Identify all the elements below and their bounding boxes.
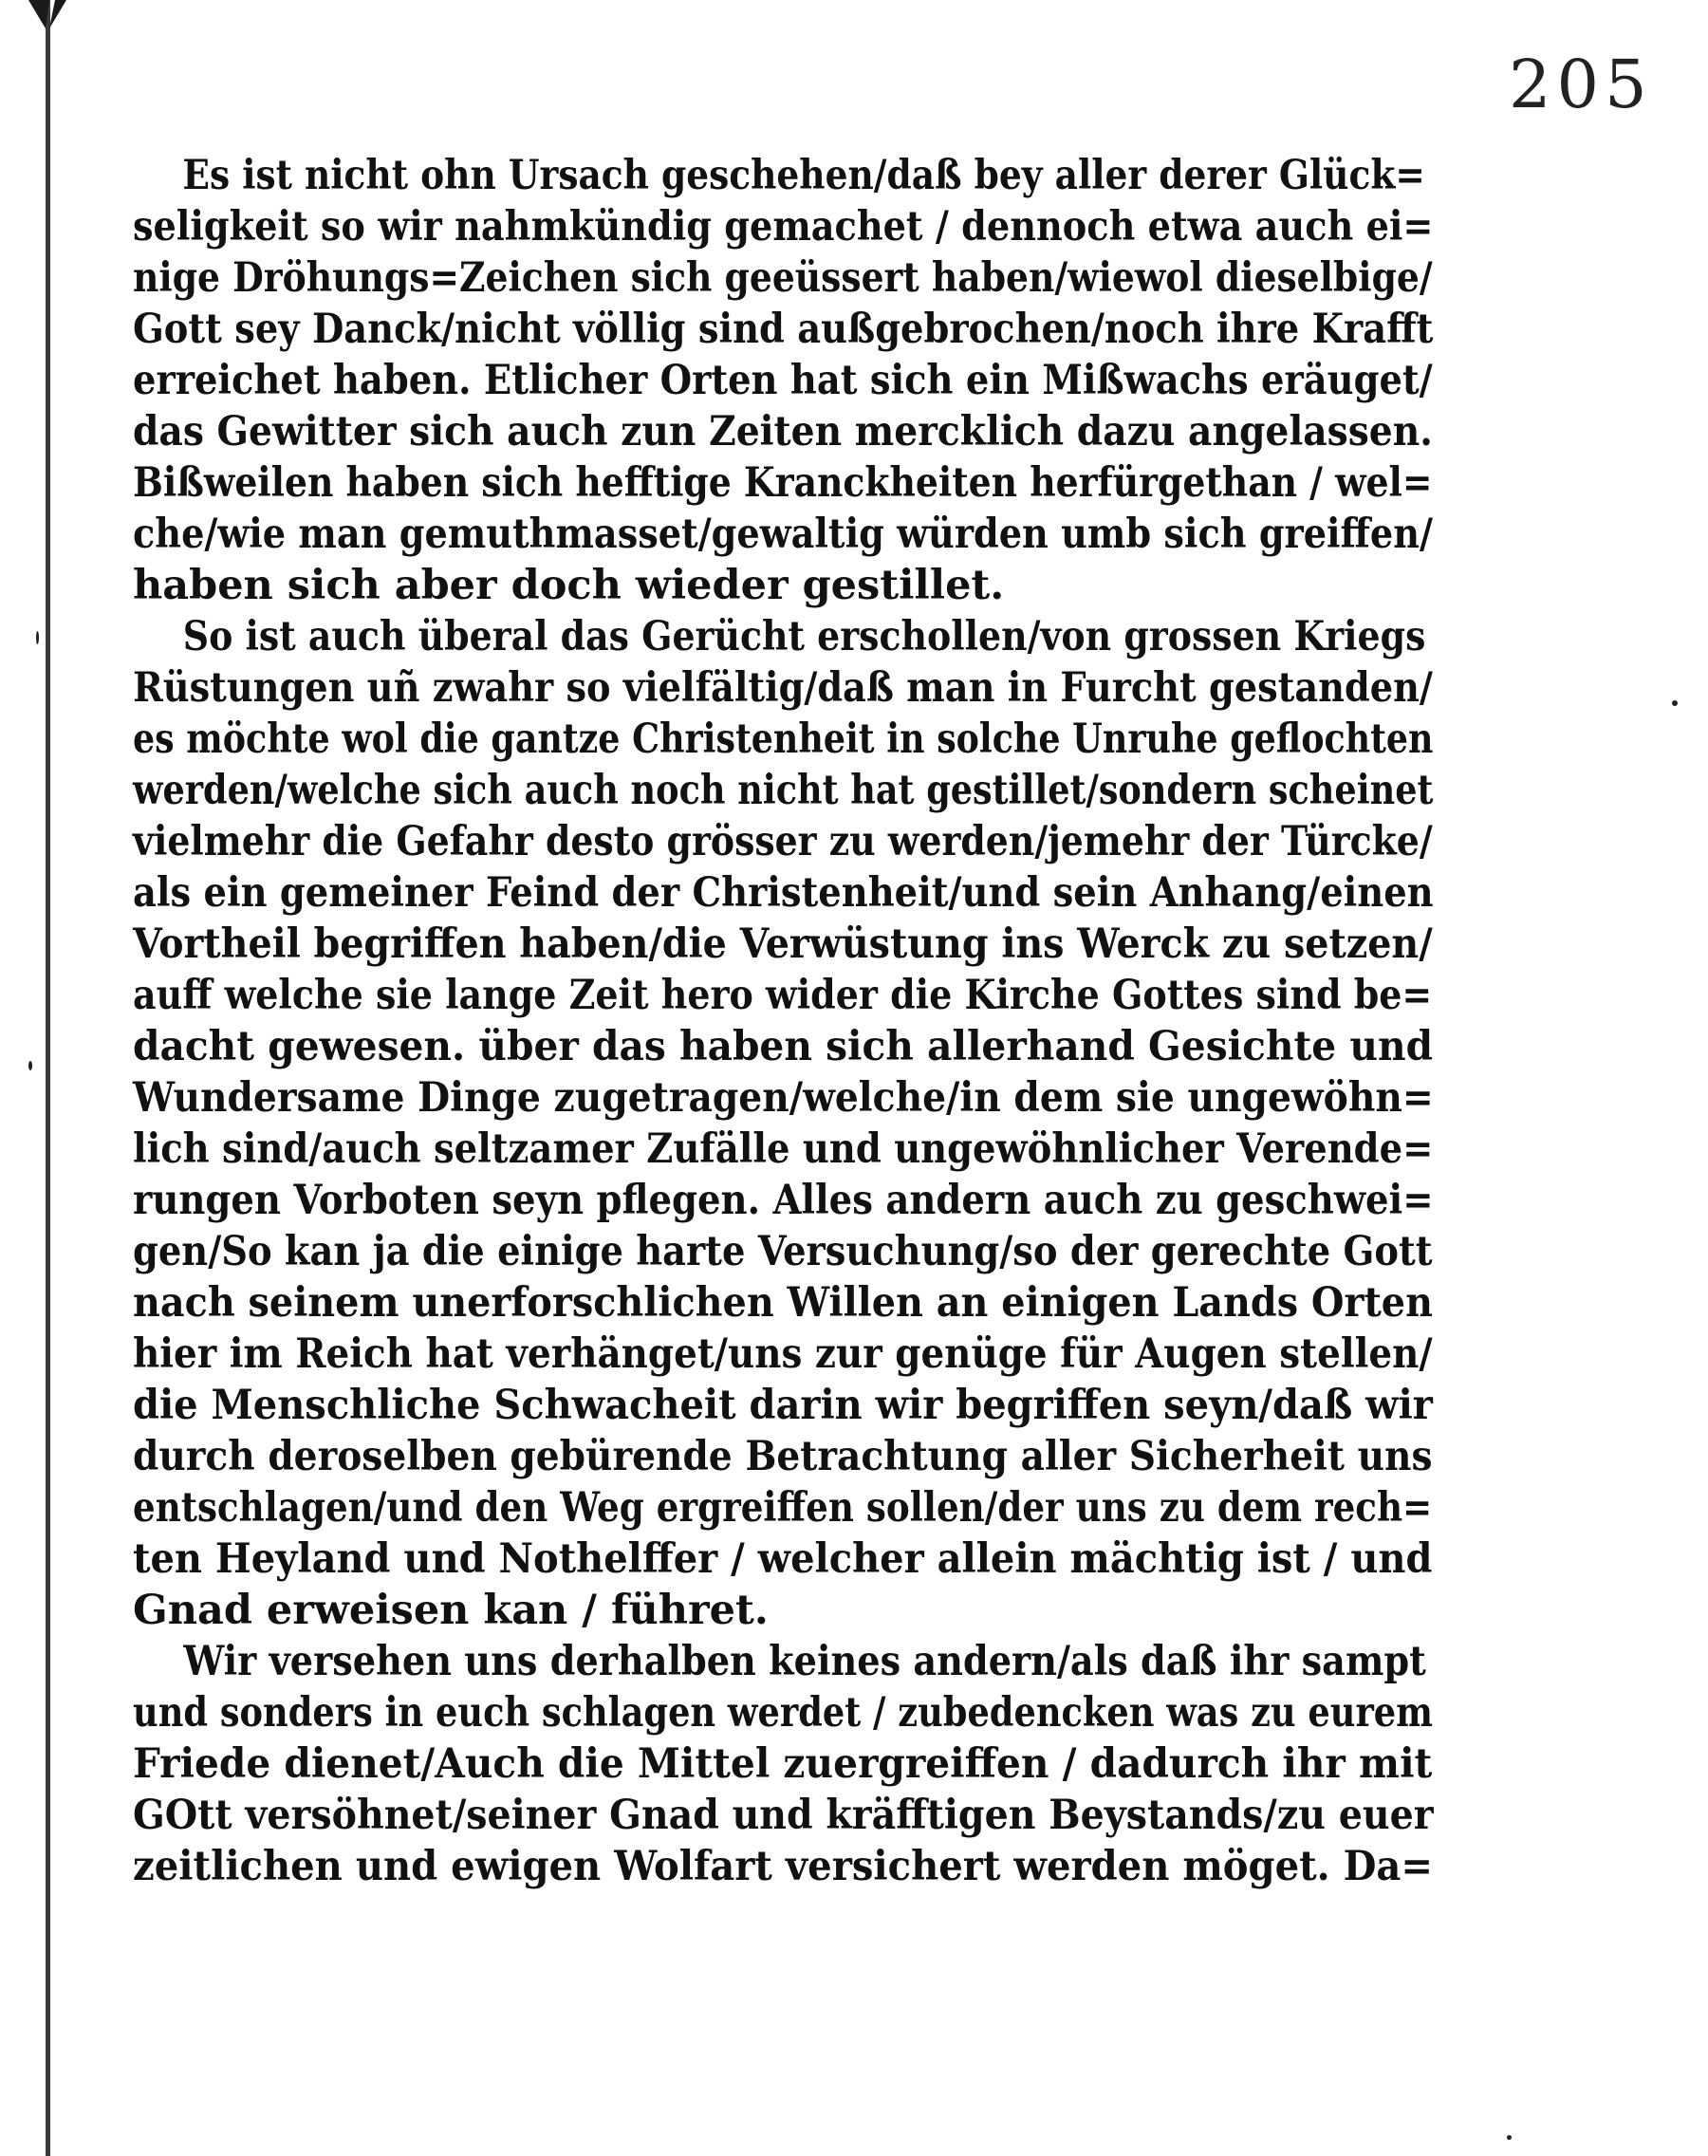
paragraph — [133, 1636, 1433, 1892]
paragraph — [133, 150, 1433, 611]
text-line: che/wie man gemuthmasset/gewaltig würden umb sich greiffen/ — [133, 511, 1434, 558]
text-line: GOtt versöhnet/seiner Gnad und kräfftigen Beystands/zu euer — [133, 1792, 1434, 1839]
paragraph — [133, 611, 1433, 1636]
page-speck — [36, 631, 39, 644]
text-line: So ist auch überal das Gerücht erschollen/von grossen Kriegs — [182, 613, 1426, 660]
text-line: und sonders in euch schlagen werdet / zubedencken was zu eurem — [133, 1689, 1434, 1737]
text-line: rungen Vorboten seyn pflegen. Alles andern auch zu geschwei= — [133, 1177, 1434, 1224]
text-line: Vortheil begriffen haben/die Verwüstung ins Werck zu setzen/ — [133, 920, 1433, 968]
binding-edge-line — [46, 0, 50, 2156]
text-line: Es ist nicht ohn Ursach geschehen/daß bey aller derer Glück= — [182, 152, 1425, 199]
text-line: seligkeit so wir nahmkündig gemachet / dennoch etwa auch ei= — [133, 203, 1434, 251]
text-line: hier im Reich hat verhänget/uns zur genüge für Augen stellen/ — [133, 1330, 1433, 1378]
text-line: als ein gemeiner Feind der Christenheit/und sein Anhang/einen — [133, 869, 1434, 917]
text-line: nach seinem unerforschlichen Willen an einigen Lands Orten — [133, 1279, 1433, 1327]
text-line: Wir versehen uns derhalben keines andern/als daß ihr sampt — [183, 1638, 1426, 1685]
page-speck — [1672, 700, 1678, 706]
text-line: Friede dienet/Auch die Mittel zuergreiffen / dadurch ihr mit — [133, 1740, 1433, 1788]
text-line: nige Dröhungs=Zeichen sich geeüssert haben/wiewol dieselbige/ — [133, 254, 1433, 302]
binding-edge-mark — [28, 0, 85, 171]
body-text — [133, 150, 1433, 1892]
text-line: Bißweilen haben sich hefftige Kranckheiten herfürgethan / wel= — [133, 459, 1433, 507]
text-line: auff welche sie lange Zeit hero wider die Kirche Gottes sind be= — [133, 972, 1433, 1019]
text-line: entschlagen/und den Weg ergreiffen sollen/der uns zu dem rech= — [133, 1484, 1433, 1532]
text-line: zeitlichen und ewigen Wolfart versichert werden möget. Da= — [133, 1843, 1433, 1890]
page-speck — [28, 1061, 32, 1070]
text-line: Gott sey Danck/nicht völlig sind außgebrochen/noch ihre Krafft — [133, 306, 1434, 353]
text-line: lich sind/auch seltzamer Zufälle und ungewöhnlicher Verende= — [133, 1125, 1434, 1173]
text-line: das Gewitter sich auch zun Zeiten mercklich dazu angelassen. — [133, 408, 1433, 455]
text-line: durch deroselben gebürende Betrachtung aller Sicherheit uns — [133, 1433, 1433, 1480]
text-line: Wundersame Dinge zugetragen/welche/in dem sie ungewöhn= — [133, 1074, 1434, 1122]
text-line: es möchte wol die gantze Christenheit in solche Unruhe geflochten — [133, 716, 1434, 763]
text-line: die Menschliche Schwacheit darin wir begriffen seyn/daß wir — [133, 1382, 1433, 1429]
text-line: gen/So kan ja die einige harte Versuchung/so der gerechte Gott — [133, 1228, 1433, 1275]
text-line: werden/welche sich auch noch nicht hat gestillet/sondern scheinet — [133, 767, 1434, 814]
page-number: 205 — [1509, 46, 1653, 123]
text-line: Gnad erweisen kan / führet. — [133, 1587, 769, 1634]
page-speck — [1507, 2135, 1512, 2140]
text-line: haben sich aber doch wieder gestillet. — [133, 562, 1005, 609]
text-line: Rüstungen uñ zwahr so vielfältig/daß man in Furcht gestanden/ — [133, 664, 1433, 712]
text-line: dacht gewesen. über das haben sich allerhand Gesichte und — [133, 1023, 1434, 1070]
text-line: ten Heyland und Nothelffer / welcher allein mächtig ist / und — [133, 1535, 1433, 1583]
text-line: erreichet haben. Etlicher Orten hat sich ein Mißwachs eräuget/ — [133, 357, 1433, 404]
text-line: vielmehr die Gefahr desto grösser zu werden/jemehr der Türcke/ — [133, 818, 1433, 865]
